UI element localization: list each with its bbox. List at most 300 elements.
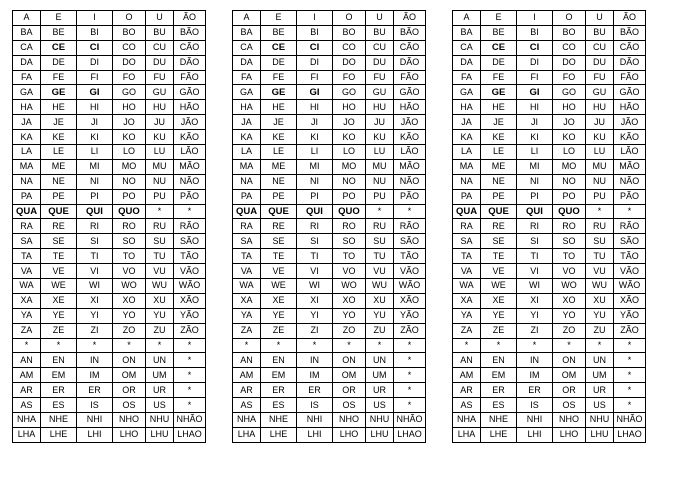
syllable-cell: XA [453, 293, 481, 308]
table-row [453, 308, 646, 323]
syllable-cell: LI [77, 145, 113, 160]
syllable-cell: LA [453, 145, 481, 160]
syllable-cell: WA [233, 279, 261, 294]
syllable-cell: HE [261, 100, 297, 115]
syllable-cell: NA [233, 174, 261, 189]
table-row [453, 353, 646, 368]
syllable-cell: YU [146, 308, 174, 323]
table-row [453, 70, 646, 85]
syllable-cell: FU [586, 70, 614, 85]
syllable-cell: MU [146, 159, 174, 174]
syllable-cell: * [146, 204, 174, 219]
syllable-cell: WE [41, 279, 77, 294]
syllable-cell: SO [113, 234, 146, 249]
syllable-cell: PÃO [394, 189, 426, 204]
table-row [233, 264, 426, 279]
syllable-cell: LI [517, 145, 553, 160]
syllable-cell: AN [453, 353, 481, 368]
syllable-cell: RO [553, 219, 586, 234]
syllable-cell: NE [41, 174, 77, 189]
syllable-cell: RÃO [614, 219, 646, 234]
syllable-cell: SU [586, 234, 614, 249]
syllable-cell: ZU [586, 323, 614, 338]
syllable-cell: PU [366, 189, 394, 204]
syllable-cell: YÃO [394, 308, 426, 323]
syllable-cell: NO [553, 174, 586, 189]
syllable-cell: FÃO [394, 70, 426, 85]
syllable-cell: IM [297, 368, 333, 383]
syllable-cell: NÃO [614, 174, 646, 189]
syllable-cell: EM [481, 368, 517, 383]
syllable-cell: NI [77, 174, 113, 189]
syllable-cell: DO [553, 55, 586, 70]
syllable-cell: LHO [113, 427, 146, 442]
syllable-cell: GÃO [174, 85, 206, 100]
syllable-cell: LÃO [174, 145, 206, 160]
table-row [13, 11, 206, 26]
syllable-cell: LHAO [614, 427, 646, 442]
syllable-cell: GO [553, 85, 586, 100]
syllable-cell: BA [453, 25, 481, 40]
syllable-cell: NHÃO [394, 413, 426, 428]
syllable-cell: LO [113, 145, 146, 160]
table-row [453, 40, 646, 55]
syllable-cell: RU [366, 219, 394, 234]
syllable-cell: ES [481, 398, 517, 413]
syllable-cell: BA [13, 25, 41, 40]
syllable-cell: PÃO [614, 189, 646, 204]
syllable-cell: RÃO [394, 219, 426, 234]
table-row [453, 25, 646, 40]
syllable-cell: ZI [517, 323, 553, 338]
syllable-cell: CÃO [614, 40, 646, 55]
syllable-cell: QUO [113, 204, 146, 219]
syllable-cell: * [614, 383, 646, 398]
table-row [453, 204, 646, 219]
syllable-cell: ZO [113, 323, 146, 338]
syllable-cell: ER [297, 383, 333, 398]
syllable-cell: XI [297, 293, 333, 308]
table-row [453, 338, 646, 353]
table-row [13, 353, 206, 368]
syllable-cell: RO [333, 219, 366, 234]
syllable-cell: OM [333, 368, 366, 383]
syllable-cell: ZU [366, 323, 394, 338]
table-row [13, 368, 206, 383]
table-row [233, 383, 426, 398]
syllable-cell: LHAO [394, 427, 426, 442]
syllable-cell: FU [146, 70, 174, 85]
syllable-cell: WI [517, 279, 553, 294]
syllable-cell: U [586, 11, 614, 26]
syllable-cell: DÃO [174, 55, 206, 70]
syllable-cell: ES [41, 398, 77, 413]
table-row [453, 279, 646, 294]
syllable-cell: EM [261, 368, 297, 383]
syllable-cell: LU [146, 145, 174, 160]
table-row [233, 219, 426, 234]
table-row [233, 279, 426, 294]
syllable-cell: JE [41, 115, 77, 130]
syllable-cell: CA [453, 40, 481, 55]
syllable-cell: TI [517, 249, 553, 264]
table-row [453, 145, 646, 160]
syllable-cell: SÃO [394, 234, 426, 249]
table-row [13, 115, 206, 130]
syllable-cell: KU [586, 130, 614, 145]
syllable-cell: * [113, 338, 146, 353]
syllable-cell: DE [41, 55, 77, 70]
syllable-cell: PA [13, 189, 41, 204]
syllable-cell: I [77, 11, 113, 26]
syllable-cell: JU [366, 115, 394, 130]
syllable-cell: UR [146, 383, 174, 398]
syllable-cell: AN [233, 353, 261, 368]
syllable-cell: RE [481, 219, 517, 234]
syllable-cell: QUA [453, 204, 481, 219]
syllable-cell: VE [481, 264, 517, 279]
syllable-cell: JA [453, 115, 481, 130]
syllable-cell: VÃO [174, 264, 206, 279]
syllable-cell: TÃO [614, 249, 646, 264]
syllable-cell: XI [517, 293, 553, 308]
syllable-cell: CA [13, 40, 41, 55]
syllable-cell: * [394, 368, 426, 383]
syllable-cell: US [366, 398, 394, 413]
syllable-cell: BE [261, 25, 297, 40]
syllable-cell: LHO [553, 427, 586, 442]
syllable-cell: ZÃO [614, 323, 646, 338]
table-row [233, 40, 426, 55]
syllable-cell: * [614, 338, 646, 353]
syllable-cell: FE [481, 70, 517, 85]
syllable-cell: CI [297, 40, 333, 55]
syllable-cell: VA [233, 264, 261, 279]
syllable-cell: SU [366, 234, 394, 249]
syllable-cell: ON [553, 353, 586, 368]
syllable-cell: WI [77, 279, 113, 294]
syllable-cell: JO [553, 115, 586, 130]
syllable-cell: MÃO [394, 159, 426, 174]
syllable-cell: GI [517, 85, 553, 100]
syllable-cell: LHA [453, 427, 481, 442]
syllable-cell: UN [146, 353, 174, 368]
syllable-cell: KI [297, 130, 333, 145]
syllable-cell: EN [481, 353, 517, 368]
syllable-cell: YI [297, 308, 333, 323]
syllable-cell: HA [13, 100, 41, 115]
syllable-cell: TA [453, 249, 481, 264]
table-row [233, 323, 426, 338]
table-row [233, 293, 426, 308]
syllable-cell: GA [13, 85, 41, 100]
table-row [233, 234, 426, 249]
syllable-cell: NHÃO [174, 413, 206, 428]
syllable-cell: FI [517, 70, 553, 85]
syllable-cell: LHI [77, 427, 113, 442]
syllable-cell: IS [517, 398, 553, 413]
syllable-cell: FE [41, 70, 77, 85]
syllable-cell: RU [146, 219, 174, 234]
syllable-cell: LHE [41, 427, 77, 442]
syllable-cell: AS [13, 398, 41, 413]
syllable-cell: MA [13, 159, 41, 174]
syllable-cell: HI [517, 100, 553, 115]
syllable-cell: XE [41, 293, 77, 308]
syllable-cell: TU [366, 249, 394, 264]
syllable-cell: SI [297, 234, 333, 249]
syllable-cell: MÃO [614, 159, 646, 174]
syllable-cell: BE [41, 25, 77, 40]
syllable-cell: DI [517, 55, 553, 70]
syllable-cell: ER [517, 383, 553, 398]
syllable-cell: LE [41, 145, 77, 160]
syllable-cell: PI [77, 189, 113, 204]
table-row [453, 174, 646, 189]
syllable-cell: JI [77, 115, 113, 130]
syllable-cell: O [553, 11, 586, 26]
syllable-cell: LHI [517, 427, 553, 442]
syllable-cell: DO [333, 55, 366, 70]
syllable-cell: SA [13, 234, 41, 249]
syllable-cell: * [553, 338, 586, 353]
table-row [13, 85, 206, 100]
syllable-cell: JÃO [394, 115, 426, 130]
syllable-cell: MA [233, 159, 261, 174]
syllable-table-2 [232, 10, 426, 443]
syllable-cell: XU [586, 293, 614, 308]
table-row [233, 115, 426, 130]
syllable-cell: UM [146, 368, 174, 383]
syllable-cell: * [394, 204, 426, 219]
syllable-cell: YE [261, 308, 297, 323]
syllable-cell: JI [297, 115, 333, 130]
syllable-cell: RE [41, 219, 77, 234]
syllable-cell: LHA [233, 427, 261, 442]
syllable-cell: KI [77, 130, 113, 145]
table-row [233, 427, 426, 442]
syllable-cell: KÃO [614, 130, 646, 145]
table-row [233, 25, 426, 40]
syllable-cell: YE [481, 308, 517, 323]
syllable-cell: BA [233, 25, 261, 40]
syllable-cell: HA [233, 100, 261, 115]
syllable-cell: YA [233, 308, 261, 323]
syllable-cell: O [113, 11, 146, 26]
syllable-cell: ME [261, 159, 297, 174]
table-row [13, 398, 206, 413]
table-row [13, 145, 206, 160]
syllable-cell: BI [517, 25, 553, 40]
syllable-cell: QUI [77, 204, 113, 219]
syllable-cell: KI [517, 130, 553, 145]
syllable-cell: LHU [586, 427, 614, 442]
syllable-cell: WA [453, 279, 481, 294]
table-row [233, 11, 426, 26]
syllable-cell: NA [453, 174, 481, 189]
syllable-cell: DO [113, 55, 146, 70]
table-row [13, 279, 206, 294]
syllable-cell: YO [553, 308, 586, 323]
syllable-cell: SU [146, 234, 174, 249]
table-row [13, 70, 206, 85]
syllable-cell: JO [333, 115, 366, 130]
syllable-cell: ZE [481, 323, 517, 338]
syllable-cell: TE [41, 249, 77, 264]
syllable-cell: NHU [146, 413, 174, 428]
syllable-cell: YI [77, 308, 113, 323]
syllable-cell: GA [453, 85, 481, 100]
syllable-cell: ZA [13, 323, 41, 338]
table-row [233, 55, 426, 70]
table-row [13, 413, 206, 428]
table-row [453, 55, 646, 70]
syllable-cell: PÃO [174, 189, 206, 204]
syllable-cell: E [481, 11, 517, 26]
syllable-cell: JU [146, 115, 174, 130]
syllable-table-1 [12, 10, 206, 443]
syllable-cell: NÃO [394, 174, 426, 189]
syllable-cell: NHA [453, 413, 481, 428]
table-row [13, 130, 206, 145]
syllable-cell: O [333, 11, 366, 26]
syllable-cell: PO [113, 189, 146, 204]
table-row [13, 338, 206, 353]
syllable-cell: QUA [233, 204, 261, 219]
syllable-cell: YÃO [614, 308, 646, 323]
syllable-cell: * [394, 383, 426, 398]
syllable-cell: WO [333, 279, 366, 294]
syllable-cell: DA [13, 55, 41, 70]
table-row [233, 174, 426, 189]
syllable-cell: TI [297, 249, 333, 264]
syllable-cell: KU [146, 130, 174, 145]
syllable-cell: LO [333, 145, 366, 160]
table-row [13, 308, 206, 323]
syllable-cell: CE [41, 40, 77, 55]
syllable-cell: YE [41, 308, 77, 323]
syllable-cell: IN [77, 353, 113, 368]
syllable-cell: NHO [553, 413, 586, 428]
syllable-cell: US [146, 398, 174, 413]
table-row [233, 353, 426, 368]
syllable-cell: RI [77, 219, 113, 234]
syllable-cell: * [297, 338, 333, 353]
syllable-cell: BI [297, 25, 333, 40]
table-row [13, 427, 206, 442]
syllable-cell: DÃO [614, 55, 646, 70]
syllable-cell: * [481, 338, 517, 353]
syllable-cell: FÃO [614, 70, 646, 85]
syllable-cell: LHAO [174, 427, 206, 442]
syllable-cell: NU [146, 174, 174, 189]
syllable-cell: CE [481, 40, 517, 55]
syllable-cell: HO [333, 100, 366, 115]
syllable-cell: TI [77, 249, 113, 264]
syllable-cell: IS [297, 398, 333, 413]
syllable-cell: CO [333, 40, 366, 55]
syllable-cell: EN [41, 353, 77, 368]
table-row [13, 234, 206, 249]
syllable-cell: HÃO [614, 100, 646, 115]
syllable-cell: E [41, 11, 77, 26]
table-row [13, 219, 206, 234]
syllable-cell: PU [146, 189, 174, 204]
syllable-cell: TÃO [174, 249, 206, 264]
syllable-cell: * [394, 353, 426, 368]
table-row [233, 159, 426, 174]
syllable-cell: SÃO [614, 234, 646, 249]
table-row [453, 189, 646, 204]
syllable-cell: NHE [261, 413, 297, 428]
table-row [233, 398, 426, 413]
syllable-cell: ÃO [174, 11, 206, 26]
table-row [13, 174, 206, 189]
table-row [453, 85, 646, 100]
syllable-cell: GÃO [614, 85, 646, 100]
syllable-cell: CO [113, 40, 146, 55]
syllable-cell: WE [481, 279, 517, 294]
syllable-cell: WO [113, 279, 146, 294]
table-row [453, 130, 646, 145]
syllable-cell: * [77, 338, 113, 353]
syllable-cell: XÃO [174, 293, 206, 308]
syllable-cell: RÃO [174, 219, 206, 234]
syllable-cell: PO [333, 189, 366, 204]
syllable-cell: PU [586, 189, 614, 204]
syllable-cell: A [453, 11, 481, 26]
syllable-cell: TE [481, 249, 517, 264]
syllable-cell: XÃO [394, 293, 426, 308]
syllable-cell: ÃO [614, 11, 646, 26]
syllable-cell: YÃO [174, 308, 206, 323]
syllable-cell: NHO [113, 413, 146, 428]
syllable-cell: DI [297, 55, 333, 70]
syllable-cell: PA [233, 189, 261, 204]
table-row [233, 189, 426, 204]
table-row [453, 383, 646, 398]
table-row [233, 368, 426, 383]
table-row [233, 308, 426, 323]
syllable-cell: OS [113, 398, 146, 413]
syllable-cell: BU [366, 25, 394, 40]
syllable-cell: PI [297, 189, 333, 204]
syllable-cell: OS [333, 398, 366, 413]
syllable-cell: DE [261, 55, 297, 70]
syllable-cell: MI [77, 159, 113, 174]
syllable-cell: SO [333, 234, 366, 249]
syllable-cell: QUO [333, 204, 366, 219]
syllable-cell: CI [517, 40, 553, 55]
syllable-cell: U [146, 11, 174, 26]
syllable-cell: DI [77, 55, 113, 70]
syllable-cell: LHE [261, 427, 297, 442]
syllable-cell: US [586, 398, 614, 413]
syllable-cell: YI [517, 308, 553, 323]
syllable-cell: VU [586, 264, 614, 279]
syllable-cell: ZE [261, 323, 297, 338]
syllable-cell: HU [586, 100, 614, 115]
syllable-cell: ZO [333, 323, 366, 338]
table-row [453, 427, 646, 442]
syllable-cell: MO [553, 159, 586, 174]
syllable-cell: * [394, 398, 426, 413]
syllable-cell: GO [333, 85, 366, 100]
syllable-cell: XO [553, 293, 586, 308]
table-row [233, 249, 426, 264]
syllable-cell: A [233, 11, 261, 26]
syllable-cell: VA [453, 264, 481, 279]
